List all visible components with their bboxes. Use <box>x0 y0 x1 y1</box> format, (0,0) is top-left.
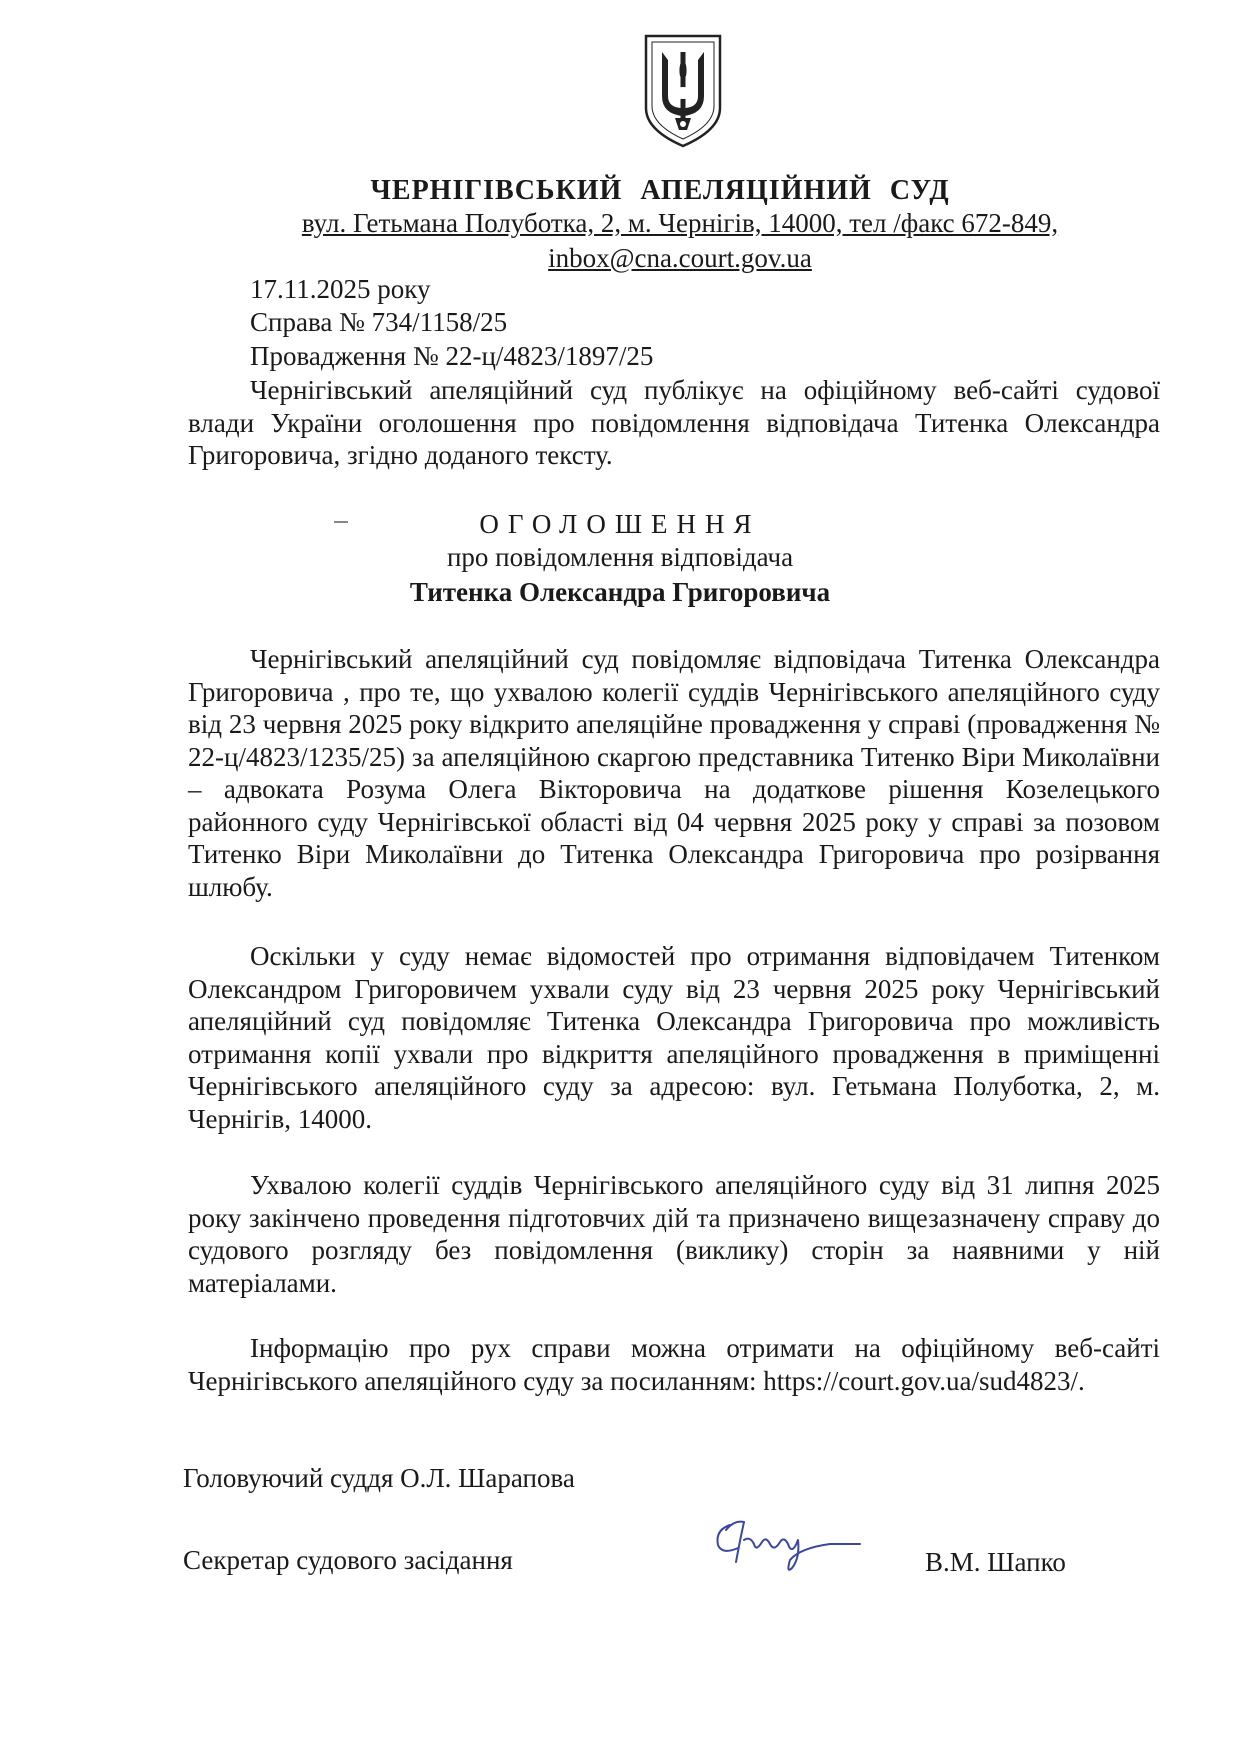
presiding-judge: Головуючий суддя О.Л. Шарапова <box>183 1463 575 1493</box>
announcement-title: ОГОЛОШЕННЯ <box>479 509 761 539</box>
intro-paragraph: Чернігівський апеляційний суд публікує на офіційному веб-сайті судової влади України оголошення про повідомлення відповідача Титенка Олександра Григоровича, згідно доданого тексту. <box>188 375 1160 470</box>
court-name: ЧЕРНІГІВСЬКИЙ АПЕЛЯЦІЙНИЙ СУД <box>370 175 950 206</box>
proceeding-number: Провадження № 22-ц/4823/1897/25 <box>250 341 654 371</box>
court-address: вул. Гетьмана Полуботка, 2, м. Чернігів, 14000, тел /факс 672-849, <box>301 208 1059 238</box>
body-paragraph-2: Оскільки у суду немає відомостей про отримання відповідачем Титенком Олександром Григоровичем ухвали суду від 23 червня 2025 року Чернігівський апеляційний суд повідомляє Титенка Олександра Григоровича про можливість отримання копії ухвали про відкриття апеляційного провадження в приміщенні Чернігівського апеляційного суду за адресою: вул. Гетьмана Полуботка, 2, м. Чернігів, 14000. <box>188 941 1160 1134</box>
case-number: Справа № 734/1158/25 <box>250 307 508 337</box>
body-paragraph-4: Інформацію про рух справи можна отримати на офіційному веб-сайті Чернігівського апеляційного суду за посиланням: https://court.gov.ua/sud4823/. <box>188 1333 1160 1396</box>
announcement-name: Титенка Олександра Григоровича <box>409 577 831 607</box>
secretary-label: Секретар судового засідання <box>183 1545 513 1575</box>
handwritten-signature-icon <box>700 1500 880 1580</box>
document-date: 17.11.2025 року <box>250 274 431 304</box>
announcement-subtitle: про повідомлення відповідача <box>446 542 794 572</box>
court-email: inbox@cna.court.gov.ua <box>548 243 812 273</box>
body-paragraph-1: Чернігівський апеляційний суд повідомляє відповідача Титенка Олександра Григоровича , про те, що ухвалою колегії суддів Чернігівського апеляційного суду від 23 червня 2025 року відкрито апеляційне провадження у справі (провадження № 22-ц/4823/1235/25) за апеляційною скаргою представника Титенко Віри Миколаївни – адвоката Розума Олега Вікторовича на додаткове рішення Козелецького районного суду Чернігівської області від 04 червня 2025 року у справі за позовом Титенко Віри Миколаївни до Титенка Олександра Григоровича про розірвання шлюбу. <box>188 644 1160 902</box>
body-paragraph-3: Ухвалою колегії суддів Чернігівського апеляційного суду від 31 липня 2025 року закінчено проведення підготовчих дій та призначено вищезазначену справу до судового розгляду без повідомлення (виклику) сторін за наявними у ній матеріалами. <box>188 1170 1160 1298</box>
trident-emblem-icon <box>638 30 728 150</box>
secretary-name: В.М. Шапко <box>925 1547 1066 1577</box>
